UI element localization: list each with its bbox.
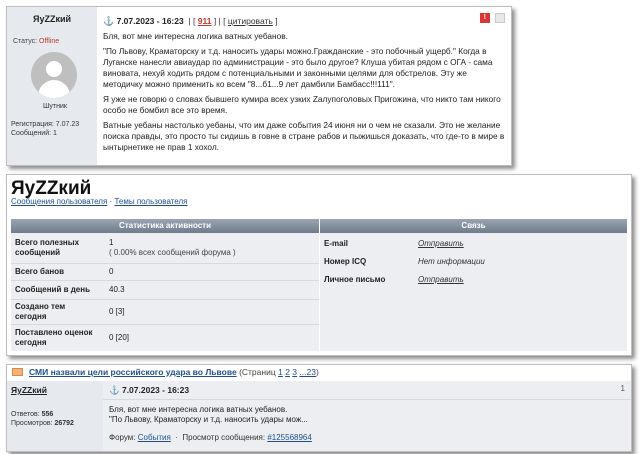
stats-value-main: 1	[109, 238, 114, 247]
topic-post-footer	[109, 433, 312, 442]
email-send-link[interactable]: Отправить	[418, 239, 464, 248]
stats-label: Создано тем сегодня	[15, 302, 66, 321]
post-author-name[interactable]: ЯуZZкий	[33, 14, 72, 24]
view-message-link[interactable]: #125568964	[267, 433, 312, 442]
contact-label: E-mail	[324, 239, 349, 248]
view-message-label: Просмотр сообщения:	[182, 433, 266, 442]
forum-label: Форум:	[109, 433, 136, 442]
post-number-link[interactable]: 911	[197, 16, 212, 26]
contact-header: Связь	[320, 219, 627, 233]
user-topics-link[interactable]: Темы пользователя	[114, 197, 188, 206]
post-paragraph: Я уже не говорю о словах бывшего кумира всех узких Zалупоголовых Пригожина, что никто там никого особо не бомбил все это время.	[103, 94, 501, 115]
contact-row	[320, 269, 627, 285]
topic-title-line	[29, 367, 319, 377]
profile-links	[11, 197, 187, 206]
post-paragraph: "По Львову, Краматорску и т.д. наносить удары можно.Гражданские - это побочный ущерб." Когда в Луганске нанесли авиаудар по администрации - это было другое? Клуша убитая рядом с ОГА - сама виновата, нехуй ходить рядом с потенциальными и законными целями для обстрелов. Эту же методичку можно применить ко всем "8...б1...9 лет дамбили Бамбасс!!!111".	[103, 46, 493, 89]
footer-separator: ·	[175, 433, 178, 442]
pages-prefix: (Страниц	[239, 367, 276, 377]
stats-row	[11, 233, 319, 264]
stats-value: 0 [3]	[109, 307, 125, 316]
anchor-icon[interactable]: ⚓	[103, 16, 115, 26]
stats-label: Поставлено оценок сегодня	[15, 328, 93, 347]
topic-panel	[6, 364, 632, 452]
forum-link[interactable]: События	[137, 433, 171, 442]
topic-post-number: 1	[620, 384, 625, 393]
topic-post-date: 7.07.2023 - 16:23	[121, 385, 190, 395]
post-body	[103, 31, 505, 157]
post-header: ⚓ 7.07.2023 - 16:23 | [ 911 ] | [ цитировать ]	[103, 16, 278, 26]
topic-post-main	[103, 381, 631, 451]
avatar-body-shape	[38, 80, 70, 98]
profile-panel	[6, 174, 632, 356]
excerpt-line: Бля, вот мне интересна логика ватных уебанов.	[109, 405, 288, 414]
topic-post-excerpt	[109, 405, 308, 425]
page-link[interactable]: ...23	[299, 367, 316, 377]
stats-row	[11, 264, 319, 281]
contact-row	[320, 251, 627, 267]
topic-pages	[239, 367, 319, 377]
post-action-icons	[477, 13, 505, 23]
topic-author-name[interactable]: ЯуZZкий	[11, 385, 47, 395]
icq-value: Нет информации	[418, 257, 485, 266]
page-link[interactable]: 3	[292, 367, 298, 377]
pages-suffix: )	[315, 367, 319, 377]
author-registration-info	[11, 120, 79, 138]
stats-value	[109, 238, 236, 258]
report-icon[interactable]: !	[480, 13, 490, 23]
stats-value: 0	[109, 267, 114, 276]
page-link[interactable]: 2	[285, 367, 290, 377]
stats-row	[11, 300, 319, 325]
status-offline-badge: Offline	[39, 38, 60, 45]
stats-label: Всего банов	[15, 267, 65, 276]
excerpt-line: "По Львову, Краматорску и т.д. наносить удары мож...	[109, 415, 308, 424]
answers-value: 556	[41, 411, 54, 418]
views-value: 26792	[54, 420, 74, 427]
views-label: Просмотров:	[11, 420, 53, 427]
envelope-icon	[12, 368, 23, 376]
stats-header: Статистика активности	[11, 219, 319, 233]
post-author-sidebar	[7, 7, 97, 165]
messages-count: Сообщений: 1	[11, 130, 57, 137]
avatar[interactable]	[31, 52, 77, 98]
answers-label: Ответов:	[11, 411, 40, 418]
registration-date: Регистрация: 7.07.23	[11, 121, 80, 128]
stats-table	[11, 233, 319, 351]
status-label: Статус:	[13, 38, 38, 45]
avatar-head-shape	[46, 61, 62, 77]
views-count	[11, 420, 74, 427]
stats-row	[11, 281, 319, 300]
post-paragraph: Ватные уебаны настолько уебаны, что им даже события 24 июня ни о чем не сказали. Это не желание поиска правды, это просто ты сидишь в говне в стране рабов и пыжишься доказать, что где-то в мире в ынтырнетике не прав 1 хохол.	[103, 120, 505, 152]
topic-title-link[interactable]: СМИ назвали цели российского удара во Львове	[29, 367, 237, 377]
user-messages-link[interactable]: Сообщения пользователя	[11, 197, 108, 206]
author-rank: Шутник	[43, 103, 67, 110]
author-status	[13, 38, 59, 45]
stats-value-sub: ( 0.00% всех сообщений форума )	[109, 248, 236, 257]
post-date: 7.07.2023 - 16:23	[116, 16, 184, 26]
topic-title-row	[7, 365, 631, 379]
stats-label: Всего полезных сообщений	[15, 238, 80, 257]
stats-label: Сообщений в день	[15, 285, 90, 294]
answers-count	[11, 411, 53, 418]
contact-label: Номер ICQ	[324, 257, 367, 266]
page-link[interactable]: 1	[278, 367, 283, 377]
profile-name: ЯуZZкий	[11, 178, 92, 199]
contact-row	[320, 233, 627, 249]
stats-row	[11, 325, 319, 351]
quote-link[interactable]: цитировать	[227, 16, 273, 26]
post-panel	[6, 6, 512, 166]
stats-value: 0 [20]	[109, 333, 130, 342]
private-message-send-link[interactable]: Отправить	[418, 275, 464, 284]
stats-value: 40.3	[109, 285, 125, 294]
topic-author-sidebar	[7, 381, 103, 451]
divider	[103, 399, 631, 400]
contact-label: Личное письмо	[324, 275, 386, 284]
anchor-icon[interactable]: ⚓	[109, 385, 120, 395]
post-paragraph: Бля, вот мне интересна логика ватных уебанов.	[103, 31, 288, 41]
topic-post-header	[109, 385, 189, 396]
links-separator: ·	[109, 197, 113, 206]
contact-table	[320, 233, 627, 351]
select-checkbox-icon[interactable]	[495, 13, 505, 23]
